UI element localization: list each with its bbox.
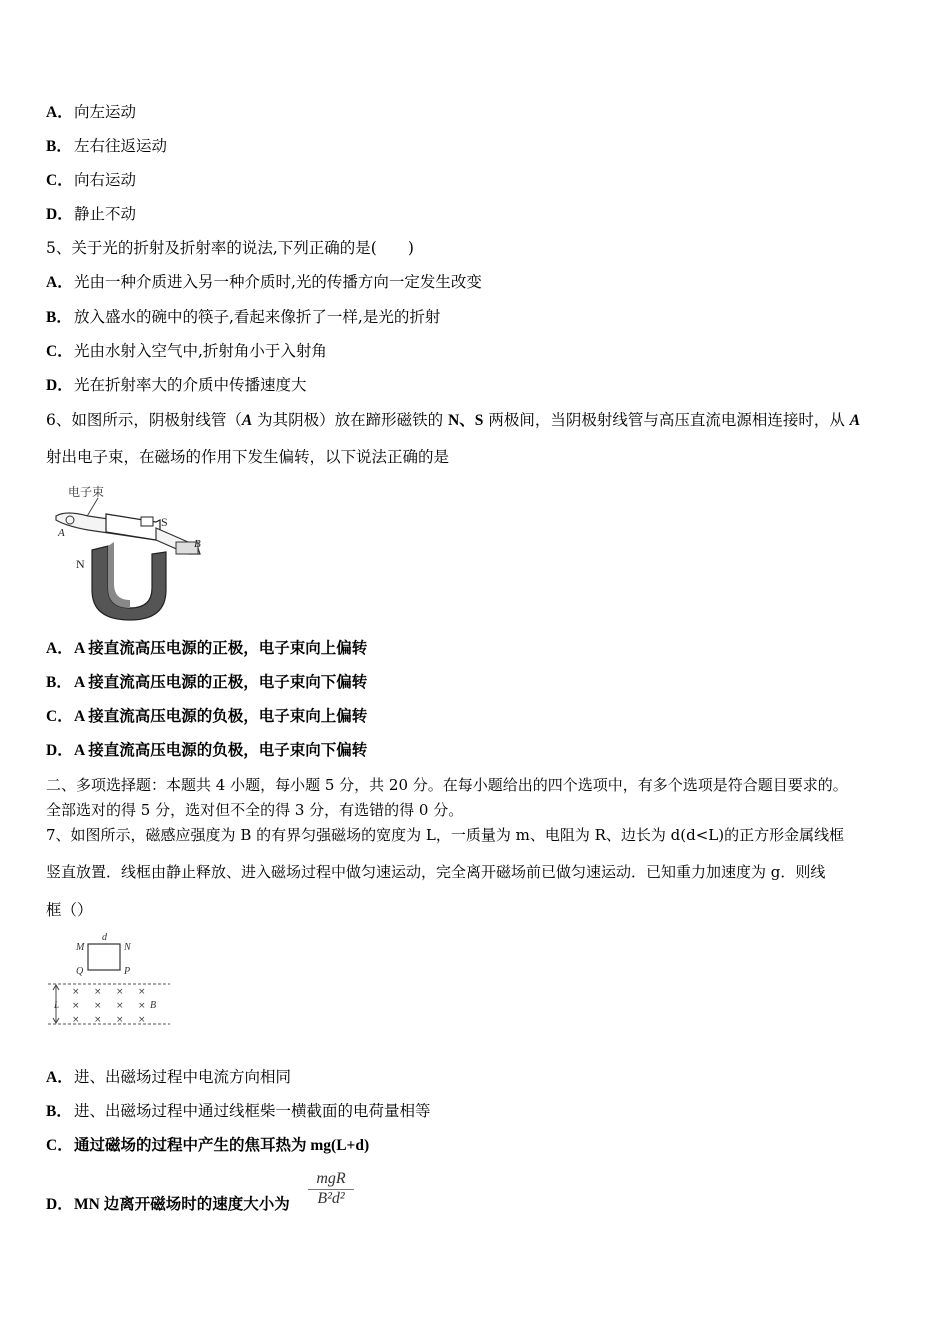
figure-label-d: d — [102, 932, 107, 943]
formula-numerator: mgR — [308, 1170, 354, 1190]
q6-stem-line2: 射出电子束，在磁场的作用下发生偏转，以下说法正确的是 — [46, 448, 450, 466]
svg-text:×: × — [138, 987, 146, 997]
q7-option-c: C．通过磁场的过程中产生的焦耳热为 mg(L+d) — [46, 1137, 370, 1154]
svg-text:×: × — [116, 1015, 124, 1025]
svg-text:×: × — [138, 1001, 146, 1011]
figure-label-p: P — [124, 966, 131, 977]
figure-label-a: A — [58, 527, 65, 539]
q7-option-b: B． 进、出磁场过程中通过线框柴一横截面的电荷量相等 — [46, 1102, 431, 1120]
figure-label-l: L — [54, 1000, 60, 1010]
figure-label-electron-beam: 电子束 — [68, 485, 105, 499]
q5-option-c: C．光由水射入空气中,折射角小于入射角 — [46, 342, 327, 360]
figure-label-b-field: B — [150, 1000, 157, 1011]
q6-option-a: A．A 接直流高压电源的正极，电子束向上偏转 — [46, 640, 368, 657]
section2-heading-line2: 全部选对的得 5 分，选对但不全的得 3 分，有选错的得 0 分。 — [46, 801, 464, 819]
figure-label-b: B — [194, 538, 201, 550]
magnetic-field-frame-figure — [46, 930, 172, 1030]
cathode-ray-tube-figure — [48, 480, 223, 622]
figure-label-n-corner: N — [124, 942, 131, 953]
svg-text:×: × — [72, 1001, 80, 1011]
q7-option-a: A．进、出磁场过程中电流方向相同 — [46, 1068, 292, 1086]
svg-text:×: × — [116, 987, 124, 997]
q7-stem-line2: 竖直放置．线框由静止释放、进入磁场过程中做匀速运动，完全离开磁场前已做匀速运动．已知重力加速度为 g．则线 — [46, 863, 826, 881]
q5-stem: 5、关于光的折射及折射率的说法,下列正确的是( ) — [46, 239, 414, 257]
formula-denominator: B²d² — [317, 1190, 345, 1207]
q5-option-b: B． 放入盛水的碗中的筷子,看起来像折了一样,是光的折射 — [46, 308, 441, 326]
q4-option-b: B． 左右往返运动 — [46, 137, 168, 155]
svg-text:×: × — [116, 1001, 124, 1011]
svg-text:×: × — [72, 1015, 80, 1025]
q6-option-c: C．A 接直流高压电源的负极，电子束向上偏转 — [46, 708, 368, 725]
figure-label-s: S — [161, 515, 168, 529]
q5-option-a: A．光由一种介质进入另一种介质时,光的传播方向一定发生改变 — [46, 273, 482, 291]
q6-option-d: D．A 接直流高压电源的负极，电子束向下偏转 — [46, 742, 368, 759]
svg-text:×: × — [94, 1015, 102, 1025]
q6-stem-line1: 6、如图所示，阴极射线管（A 为其阴极）放在蹄形磁铁的 N、S 两极间，当阴极射线管与高压直流电源相连接时，从 A — [46, 411, 861, 429]
q4-option-a: A．向左运动 — [46, 103, 137, 121]
figure-label-n: N — [76, 557, 85, 571]
q7-option-d: D．MN 边离开磁场时的速度大小为 — [46, 1196, 290, 1213]
figure-label-m: M — [76, 942, 85, 953]
velocity-formula — [308, 1170, 354, 1208]
svg-text:×: × — [138, 1015, 146, 1025]
svg-text:×: × — [94, 1001, 102, 1011]
section2-heading-line1: 二、多项选择题：本题共 4 小题，每小题 5 分，共 20 分。在每小题给出的四个选项中，有多个选项是符合题目要求的。 — [46, 776, 848, 794]
q4-option-c: C．向右运动 — [46, 171, 137, 189]
q4-option-d: D．静止不动 — [46, 205, 137, 223]
q7-stem-line1: 7、如图所示，磁感应强度为 B 的有界匀强磁场的宽度为 L，一质量为 m、电阻为 R、边长为 d(d<L)的正方形金属线框 — [46, 826, 845, 844]
svg-text:×: × — [94, 987, 102, 997]
q7-stem-line3: 框（） — [46, 901, 93, 919]
svg-text:×: × — [72, 987, 80, 997]
q6-option-b: B． A 接直流高压电源的正极，电子束向下偏转 — [46, 674, 368, 691]
q5-option-d: D．光在折射率大的介质中传播速度大 — [46, 376, 307, 394]
figure-label-q: Q — [76, 966, 84, 977]
